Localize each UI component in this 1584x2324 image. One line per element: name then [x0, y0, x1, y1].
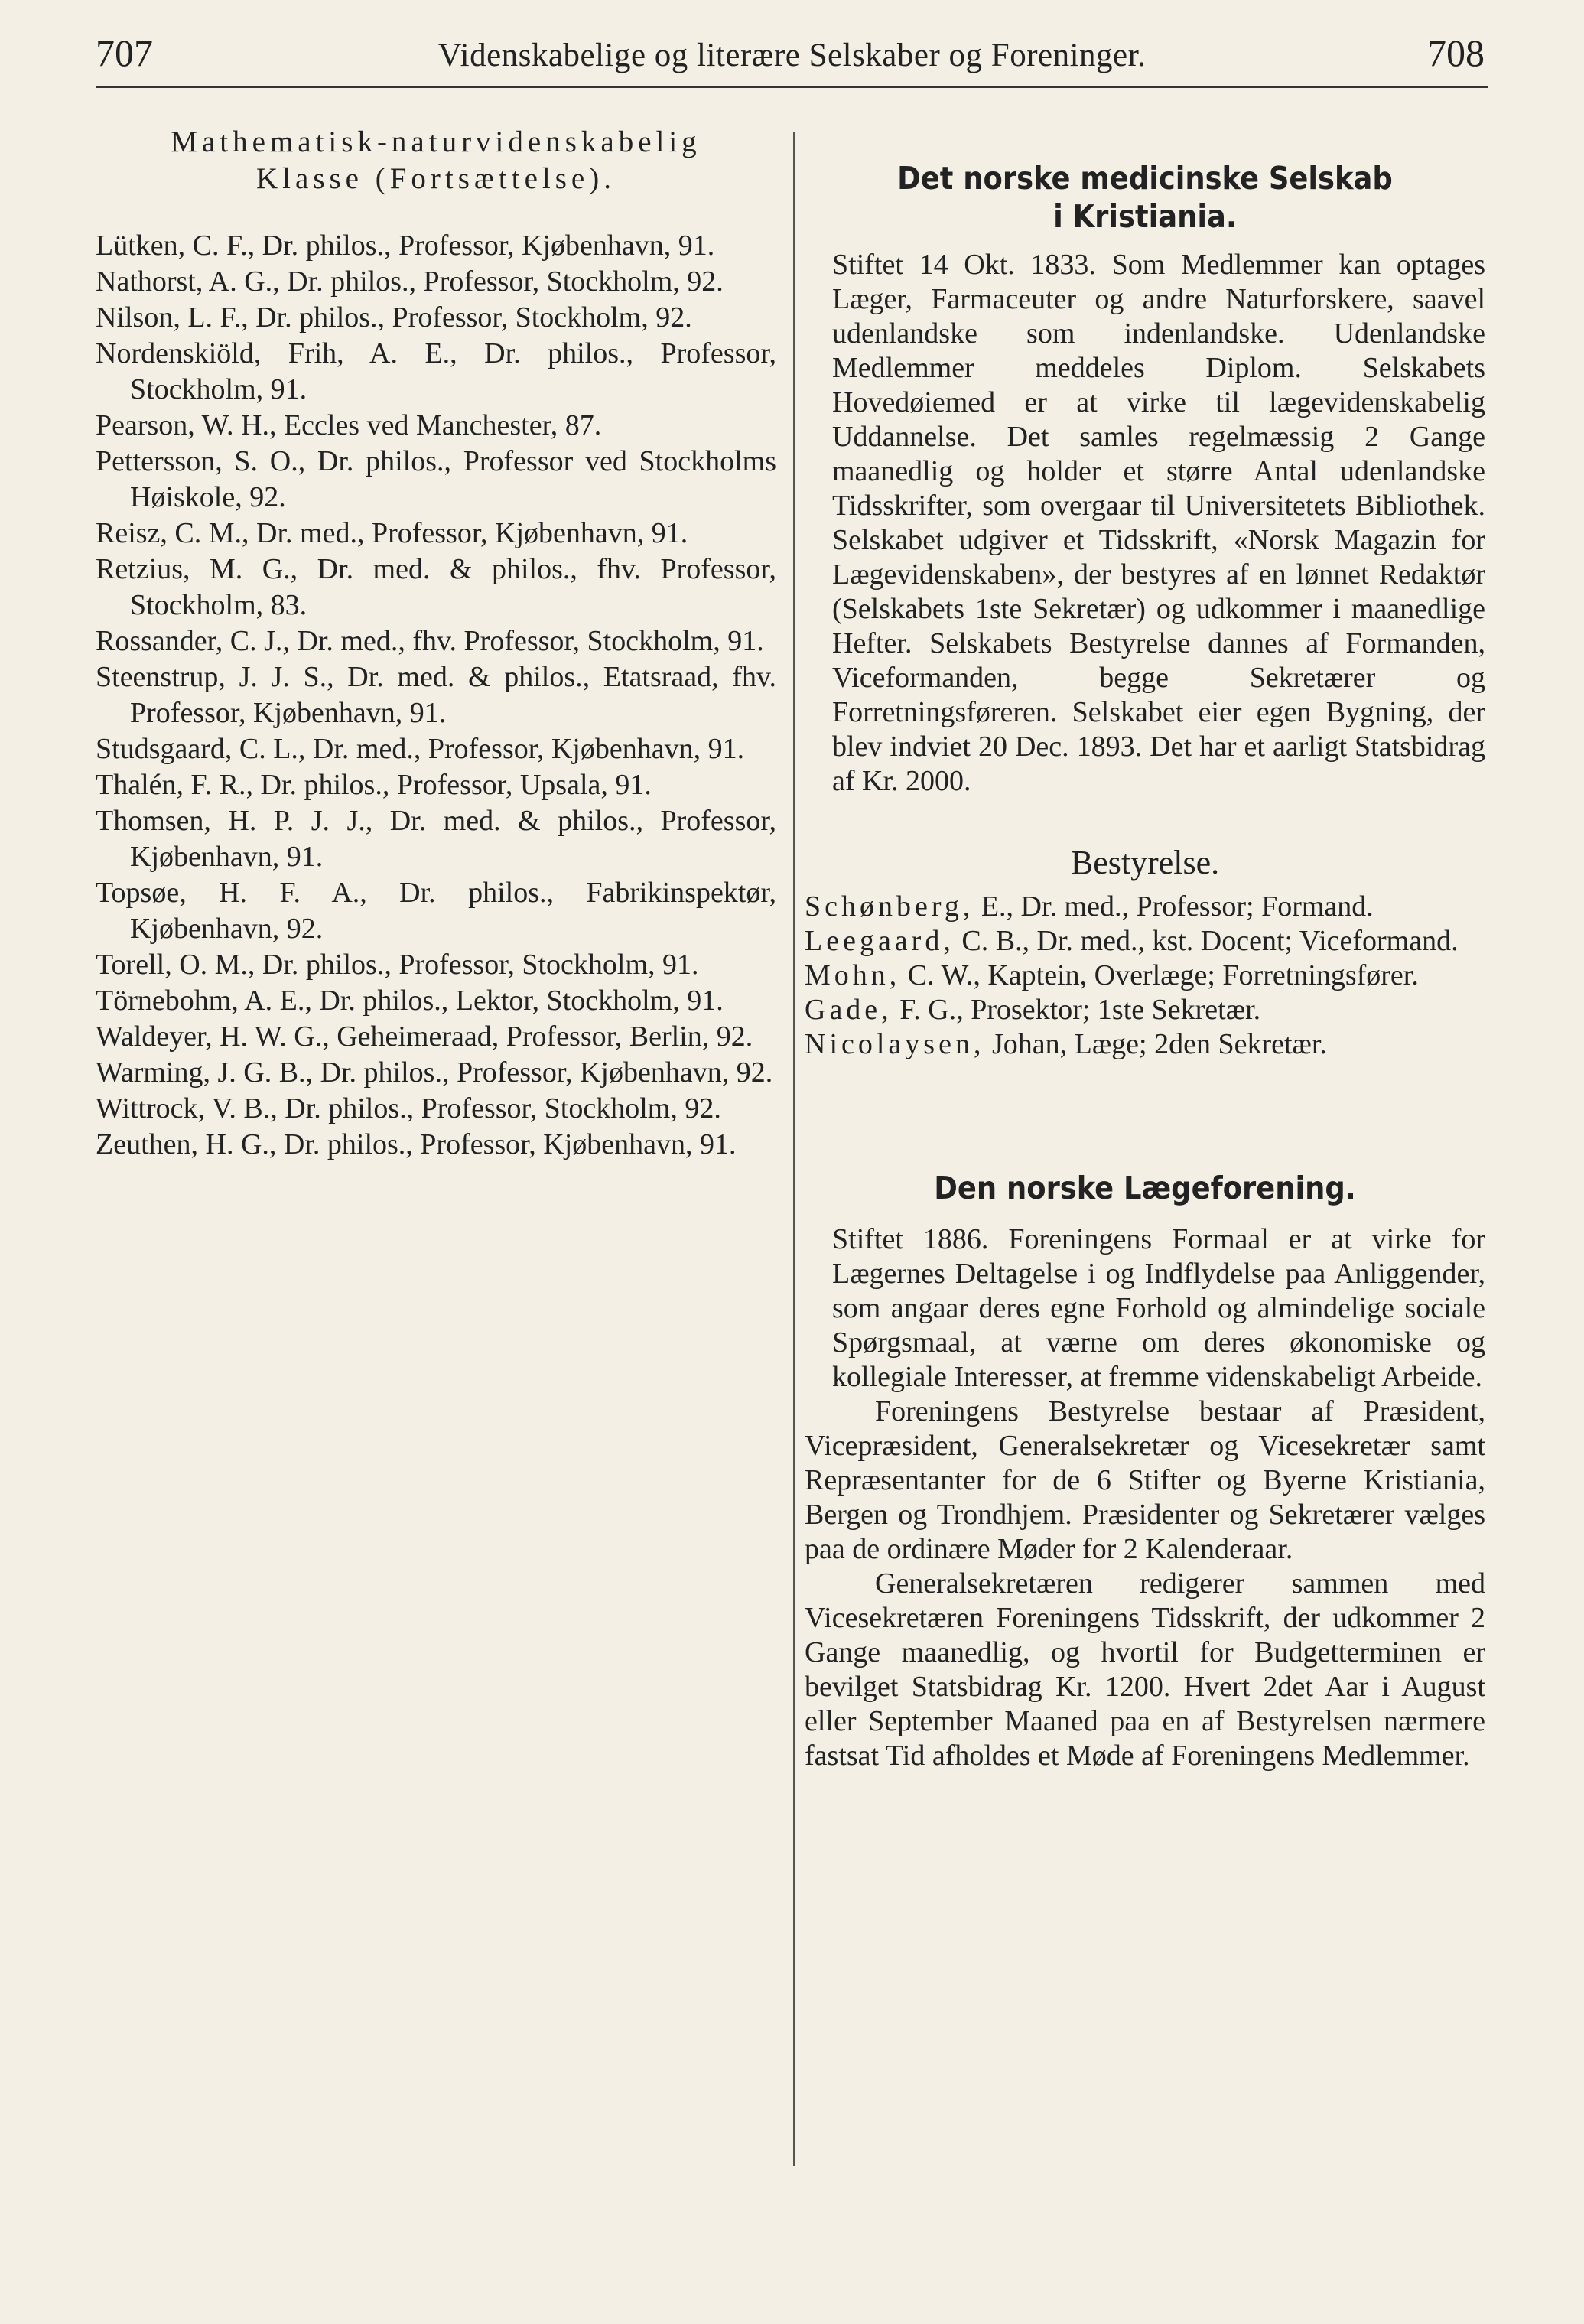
member-entry: Studsgaard, C. L., Dr. med., Professor, Kjøbenhavn, 91.	[96, 733, 745, 765]
header-rule	[96, 86, 1488, 88]
society-title-line2: i Kristiania.	[1053, 198, 1237, 235]
member-entry: Waldeyer, H. W. G., Geheimeraad, Professor, Berlin, 92.	[96, 1020, 753, 1053]
member-entry: Törnebohm, A. E., Dr. philos., Lektor, Stockholm, 91.	[96, 985, 724, 1017]
board-member	[805, 959, 1485, 993]
left-column	[96, 124, 776, 1163]
member-entry: Pettersson, S. O., Dr. philos., Professor ved Stockholms Høiskole, 92.	[96, 445, 776, 513]
page-header	[0, 0, 1584, 99]
board-member-name: Leegaard,	[805, 925, 955, 957]
member-entry: Warming, J. G. B., Dr. philos., Professor, Kjøbenhavn, 92.	[96, 1056, 773, 1089]
section-heading-line1: Mathematisk-naturvidenskabelig	[171, 125, 701, 158]
page-number-left: 707	[96, 31, 153, 74]
board-heading: Bestyrelse.	[1070, 844, 1220, 881]
society-paragraph: Generalsekretæren redigerer sammen med Vicesekretæren Foreningens Tidsskrift, der udkommer 2 Gange maanedlig, og hvortil for Budgetterminen er bevilget Statsbidrag Kr. 1200. Hvert 2det Aar i August eller September Maaned paa en af Bestyrelsen nærmere fastsat Tid afholdes et Møde af Foreningens Medlemmer.	[805, 1567, 1485, 1772]
society-title-medicinske	[805, 159, 1485, 236]
board-member-details: C. W., Kaptein, Overlæge; Forretningsfører.	[900, 959, 1419, 991]
member-entry: Steenstrup, J. J. S., Dr. med. & philos., Etatsraad, fhv. Professor, Kjøbenhavn, 91.	[96, 661, 776, 729]
member-entry: Wittrock, V. B., Dr. philos., Professor, Stockholm, 92.	[96, 1092, 721, 1125]
section-heading-line2: Klasse (Fortsættelse).	[256, 162, 616, 195]
member-entry: Reisz, C. M., Dr. med., Professor, Kjøbenhavn, 91.	[96, 517, 688, 549]
board-member-name: Nicolaysen,	[805, 1028, 985, 1060]
board-member-name: Schønberg,	[805, 890, 974, 923]
board-member-details: Johan, Læge; 2den Sekretær.	[984, 1028, 1327, 1060]
society-title-line1: Det norske medicinske Selskab	[897, 160, 1393, 197]
member-entry: Nathorst, A. G., Dr. philos., Professor, Stockholm, 92.	[96, 265, 724, 298]
member-entry: Pearson, W. H., Eccles ved Manchester, 87.	[96, 409, 602, 441]
spacer	[805, 1062, 1485, 1169]
society-paragraph: Foreningens Bestyrelse bestaar af Præsident, Vicepræsident, Generalsekretær og Vicesekretær samt Repræsentanter for de 6 Stifter og Byerne Kristiania, Bergen og Trondhjem. Præsidenter og Sekretærer vælges paa de ordinære Møder for 2 Kalenderaar.	[805, 1395, 1485, 1565]
board-member-details: F. G., Prosektor; 1ste Sekretær.	[892, 994, 1261, 1026]
board-member-name: Gade,	[805, 994, 893, 1026]
member-entry: Torell, O. M., Dr. philos., Professor, Stockholm, 91.	[96, 949, 699, 981]
society-description: Stiftet 14 Okt. 1833. Som Medlemmer kan optages Læger, Farmaceuter og andre Naturforskere, saavel udenlandske som indenlandske. Udenlandske Medlemmer meddeles Diplom. Selskabets Hovedøiemed er at virke til lægevidenskabelig Uddannelse. Det samles regelmæssig 2 Gange maanedlig og holder et større Antal udenlandske Tidsskrifter, som overgaar til Universitetets Bibliothek. Selskabet udgiver et Tidsskrift, «Norsk Magazin for Lægevidenskaben», der bestyres af en lønnet Redaktør (Selskabets 1ste Sekretær) og udkommer i maanedlige Hefter. Selskabets Bestyrelse dannes af Formanden, Viceformanden, begge Sekretærer og Forretningsføreren. Selskabet eier egen Bygning, der blev indviet 20 Dec. 1893. Det har et aarligt Statsbidrag af Kr. 2000.	[832, 249, 1485, 797]
member-entry: Thomsen, H. P. J. J., Dr. med. & philos., Professor, Kjøbenhavn, 91.	[96, 805, 776, 873]
running-title: Videnskabelige og literære Selskaber og Foreninger.	[437, 37, 1147, 73]
member-entry: Rossander, C. J., Dr. med., fhv. Professor, Stockholm, 91.	[96, 625, 764, 657]
right-column	[805, 124, 1485, 1773]
member-entry: Nilson, L. F., Dr. philos., Professor, Stockholm, 92.	[96, 301, 692, 334]
member-entry: Topsøe, H. F. A., Dr. philos., Fabrikinspektør, Kjøbenhavn, 92.	[96, 877, 776, 945]
board-member	[805, 890, 1485, 924]
member-entry: Nordenskiöld, Frih, A. E., Dr. philos., Professor, Stockholm, 91.	[96, 337, 776, 405]
board-member-details: E., Dr. med., Professor; Formand.	[974, 890, 1374, 923]
section-heading	[96, 124, 776, 197]
board-member	[805, 1027, 1485, 1062]
society-paragraph: Stiftet 1886. Foreningens Formaal er at virke for Lægernes Deltagelse i og Indflydelse paa Anliggender, som angaar deres egne Forhold og almindelige sociale Spørgsmaal, at værne om deres økonomiske og kollegiale Interesser, at fremme videnskabeligt Arbeide.	[832, 1223, 1485, 1393]
board-member-details: C. B., Dr. med., kst. Docent; Viceformand.	[954, 925, 1459, 957]
member-entry: Zeuthen, H. G., Dr. philos., Professor, Kjøbenhavn, 91.	[96, 1128, 737, 1160]
board-member	[805, 924, 1485, 959]
board-member	[805, 993, 1485, 1027]
board-member-name: Mohn,	[805, 959, 901, 991]
society-title-laegeforening: Den norske Lægeforening.	[934, 1170, 1356, 1206]
page-number-right: 708	[1427, 31, 1485, 74]
member-entry: Retzius, M. G., Dr. med. & philos., fhv. Professor, Stockholm, 83.	[96, 553, 776, 621]
member-entry: Lütken, C. F., Dr. philos., Professor, Kjøbenhavn, 91.	[96, 229, 715, 262]
member-entry: Thalén, F. R., Dr. philos., Professor, Upsala, 91.	[96, 769, 652, 801]
column-divider	[793, 132, 795, 2166]
